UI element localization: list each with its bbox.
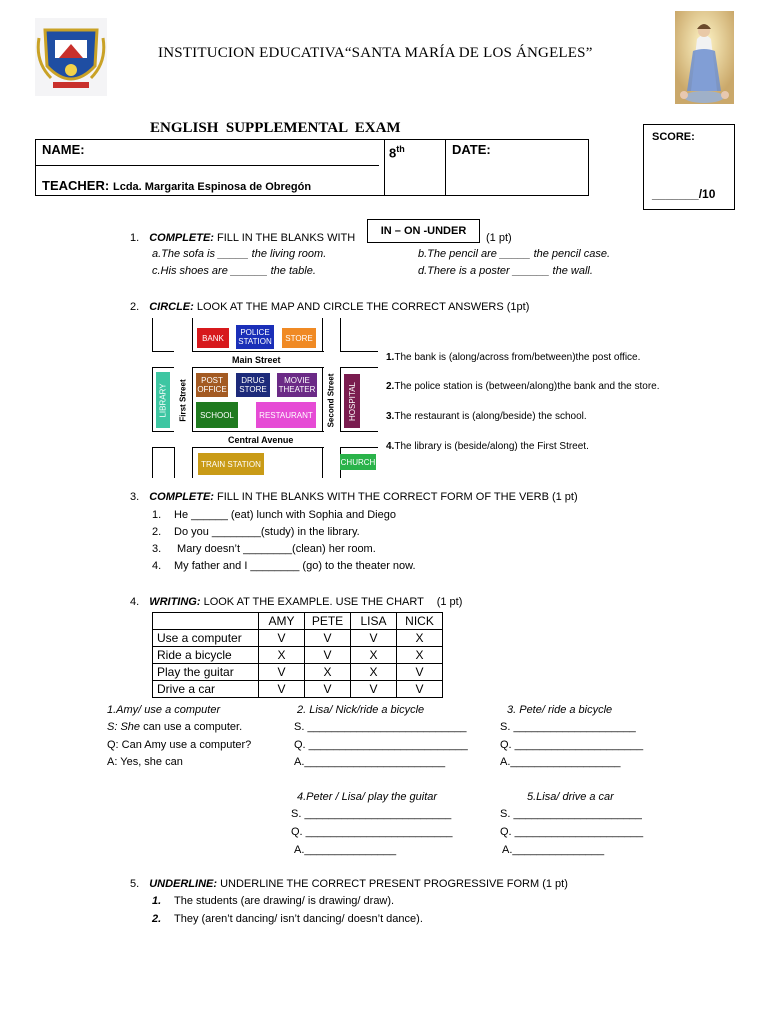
q3-item-3-num: 3. bbox=[152, 543, 162, 555]
chart-cell: X bbox=[259, 647, 305, 664]
map-hospital bbox=[344, 374, 360, 428]
q2-statement-4-text: The library is (beside/along) the First Street. bbox=[394, 441, 589, 452]
chart-cell: X bbox=[397, 647, 443, 664]
map-second-street bbox=[324, 372, 338, 428]
q4-ex5-s: S. _____________________ bbox=[500, 808, 642, 820]
q5-item-1-text: The students (are drawing/ is drawing/ draw). bbox=[174, 895, 395, 907]
q2-statement-3-text: The restaurant is (along/beside) the school. bbox=[394, 411, 587, 422]
map-train-station: TRAIN STATION bbox=[198, 453, 264, 475]
q4-ex4-q: Q. ________________________ bbox=[291, 826, 453, 838]
school-name: INSTITUCION EDUCATIVA“SANTA MARÍA DE LOS ÁNGELES” bbox=[158, 45, 593, 61]
map-school: SCHOOL bbox=[196, 402, 238, 428]
q4-heading bbox=[130, 596, 462, 608]
chart-cell: V bbox=[351, 630, 397, 647]
grade-label bbox=[389, 144, 405, 160]
chart-row bbox=[153, 647, 443, 664]
q2-keyword: CIRCLE: bbox=[149, 301, 194, 313]
exam-title: ENGLISH SUPPLEMENTAL EXAM bbox=[150, 120, 401, 136]
chart-activity: Ride a bicycle bbox=[153, 647, 259, 664]
q3-item-4 bbox=[152, 560, 416, 572]
q3-item-4-num: 4. bbox=[152, 560, 162, 572]
q1-points: (1 pt) bbox=[486, 232, 512, 244]
chart-cell: V bbox=[305, 630, 351, 647]
q4-example-a: A: Yes, she can bbox=[107, 756, 183, 768]
q5-instruction: UNDERLINE THE CORRECT PRESENT PROGRESSIVE FORM (1 pt) bbox=[220, 878, 568, 890]
q4-ex5-title: 5.Lisa/ drive a car bbox=[527, 791, 614, 803]
map-first-street-label: First Street bbox=[178, 378, 188, 422]
map-library-label: LIBRARY bbox=[158, 382, 168, 418]
q4-ex3-a: A.__________________ bbox=[500, 756, 621, 768]
map-restaurant: RESTAURANT bbox=[256, 402, 316, 428]
q1-word-box: IN – ON -UNDER bbox=[367, 219, 480, 243]
q4-ex3-s: S. ____________________ bbox=[500, 721, 636, 733]
map-church: CHURCH bbox=[340, 454, 376, 470]
chart-col-amy: AMY bbox=[259, 613, 305, 630]
q2-statement-1-num: 1. bbox=[386, 352, 395, 363]
map-drug-store: DRUG STORE bbox=[236, 373, 270, 397]
chart-cell: X bbox=[351, 647, 397, 664]
q5-item-2-text: They (aren’t dancing/ isn’t dancing/ doesn’t dance). bbox=[174, 913, 423, 925]
chart-cell: V bbox=[351, 681, 397, 698]
score-value: _______/10 bbox=[652, 187, 716, 201]
chart-cell: X bbox=[397, 630, 443, 647]
q3-item-4-text: My father and I ________ (go) to the theater now. bbox=[174, 560, 416, 572]
q4-ex4-a: A._______________ bbox=[294, 844, 397, 856]
chart-row bbox=[153, 681, 443, 698]
q1-keyword: COMPLETE: bbox=[149, 232, 214, 244]
chart-cell: X bbox=[351, 664, 397, 681]
q5-item-2-num: 2. bbox=[152, 913, 162, 925]
q4-ex2-title: 2. Lisa/ Nick/ride a bicycle bbox=[297, 704, 425, 716]
chart-col-nick: NICK bbox=[397, 613, 443, 630]
chart-row bbox=[153, 664, 443, 681]
chart-cell: V bbox=[259, 630, 305, 647]
date-label: DATE: bbox=[452, 142, 491, 157]
chart-activity: Use a computer bbox=[153, 630, 259, 647]
chart-cell: V bbox=[305, 647, 351, 664]
q3-item-3 bbox=[152, 543, 376, 555]
map-central-avenue: Central Avenue bbox=[228, 435, 294, 445]
q3-number: 3. bbox=[130, 491, 140, 503]
chart-col-pete: PETE bbox=[305, 613, 351, 630]
q1-instruction: FILL IN THE BLANKS WITH bbox=[217, 232, 356, 244]
q4-ex3-title: 3. Pete/ ride a bicycle bbox=[507, 704, 613, 716]
q4-example-title: 1.Amy/ use a computer bbox=[107, 704, 221, 716]
q1-number: 1. bbox=[130, 232, 140, 244]
chart-row bbox=[153, 630, 443, 647]
chart-cell: V bbox=[305, 681, 351, 698]
map-main-street: Main Street bbox=[232, 355, 281, 365]
chart-activity: Play the guitar bbox=[153, 664, 259, 681]
teacher-label: TEACHER: bbox=[42, 178, 110, 193]
school-crest-logo bbox=[35, 18, 107, 96]
q4-example-q: Q: Can Amy use a computer? bbox=[107, 739, 252, 751]
map-library bbox=[156, 372, 170, 428]
q5-heading bbox=[130, 878, 568, 890]
q1-item-a: a.The sofa is _____ the living room. bbox=[152, 248, 327, 260]
q5-keyword: UNDERLINE: bbox=[149, 878, 218, 890]
chart-cell: V bbox=[259, 681, 305, 698]
q1-item-d: d.There is a poster ______ the wall. bbox=[418, 265, 593, 277]
q1-item-b: b.The pencil are _____ the pencil case. bbox=[418, 248, 611, 260]
q3-heading bbox=[130, 491, 578, 503]
chart-col-lisa: LISA bbox=[351, 613, 397, 630]
teacher-name: Lcda. Margarita Espinosa de Obregón bbox=[113, 181, 312, 193]
q2-heading bbox=[130, 301, 529, 313]
chart-activity: Drive a car bbox=[153, 681, 259, 698]
q3-item-1 bbox=[152, 509, 396, 521]
chart-cell: X bbox=[305, 664, 351, 681]
grade-number: 8 bbox=[389, 145, 397, 161]
teacher-row bbox=[42, 178, 311, 193]
q2-instruction: LOOK AT THE MAP AND CIRCLE THE CORRECT ANSWERS (1pt) bbox=[196, 301, 530, 313]
q4-ex2-s: S. __________________________ bbox=[294, 721, 467, 733]
q3-item-2 bbox=[152, 526, 360, 538]
q4-ex3-q: Q. _____________________ bbox=[500, 739, 644, 751]
q4-ex4-title: 4.Peter / Lisa/ play the guitar bbox=[297, 791, 438, 803]
q4-points: (1 pt) bbox=[436, 596, 463, 608]
q2-statement-4-num: 4. bbox=[386, 441, 395, 452]
ability-chart bbox=[152, 612, 443, 698]
q3-item-3-text: Mary doesn’t ________(clean) her room. bbox=[174, 543, 376, 555]
q4-ex5-q: Q. _____________________ bbox=[500, 826, 644, 838]
q1-item-c: c.His shoes are ______ the table. bbox=[152, 265, 316, 277]
chart-cell: V bbox=[259, 664, 305, 681]
q4-ex2-a: A._______________________ bbox=[294, 756, 446, 768]
grade-suffix: th bbox=[396, 144, 405, 154]
q2-statement-3-num: 3. bbox=[386, 411, 395, 422]
q3-item-1-num: 1. bbox=[152, 509, 162, 521]
q2-statement-4 bbox=[386, 441, 589, 452]
q4-example-s bbox=[107, 721, 242, 733]
q5-number: 5. bbox=[130, 878, 140, 890]
q4-ex4-s: S. ________________________ bbox=[291, 808, 452, 820]
q3-item-2-text: Do you ________(study) in the library. bbox=[174, 526, 360, 538]
map-second-street-label: Second Street bbox=[326, 373, 336, 427]
q2-statement-1 bbox=[386, 352, 640, 363]
q2-statement-2-text: The police station is (between/along)the bank and the store. bbox=[394, 381, 660, 392]
chart-cell: V bbox=[397, 664, 443, 681]
map-movie-theater: MOVIE THEATER bbox=[277, 373, 317, 397]
q3-keyword: COMPLETE: bbox=[149, 491, 214, 503]
q4-keyword: WRITING: bbox=[149, 596, 201, 608]
q4-example-s-rest: can use a computer. bbox=[140, 721, 243, 733]
score-label: SCORE: bbox=[652, 131, 695, 143]
q5-item-1 bbox=[152, 895, 394, 907]
q5-item-2 bbox=[152, 913, 423, 925]
chart-cell: V bbox=[397, 681, 443, 698]
q4-ex2-q: Q. __________________________ bbox=[294, 739, 468, 751]
q2-statement-2 bbox=[386, 381, 660, 392]
map-first-street bbox=[176, 372, 190, 428]
virgin-mary-image bbox=[675, 11, 734, 104]
q2-statement-3 bbox=[386, 411, 587, 422]
q2-statement-2-num: 2. bbox=[386, 381, 395, 392]
q5-item-1-num: 1. bbox=[152, 895, 162, 907]
map-post-office: POST OFFICE bbox=[196, 373, 228, 397]
q4-ex5-a: A._______________ bbox=[502, 844, 605, 856]
q3-item-2-num: 2. bbox=[152, 526, 162, 538]
name-label: NAME: bbox=[42, 142, 85, 157]
street-map bbox=[150, 318, 380, 478]
map-police-station: POLICE STATION bbox=[236, 325, 274, 349]
q3-item-1-text: He ______ (eat) lunch with Sophia and Diego bbox=[174, 509, 396, 521]
q2-number: 2. bbox=[130, 301, 140, 313]
q1-heading bbox=[130, 232, 355, 244]
map-bank: BANK bbox=[197, 328, 229, 348]
q4-instruction: LOOK AT THE EXAMPLE. USE THE CHART bbox=[203, 596, 424, 608]
q4-example-s-prefix: S: She bbox=[107, 721, 141, 733]
map-hospital-label: HOSPITAL bbox=[347, 381, 357, 421]
chart-header-row bbox=[153, 613, 443, 630]
map-store: STORE bbox=[282, 328, 316, 348]
q2-statement-1-text: The bank is (along/across from/between)the post office. bbox=[394, 352, 641, 363]
q4-number: 4. bbox=[130, 596, 140, 608]
chart-corner-cell bbox=[153, 613, 259, 630]
q3-instruction: FILL IN THE BLANKS WITH THE CORRECT FORM OF THE VERB (1 pt) bbox=[217, 491, 578, 503]
